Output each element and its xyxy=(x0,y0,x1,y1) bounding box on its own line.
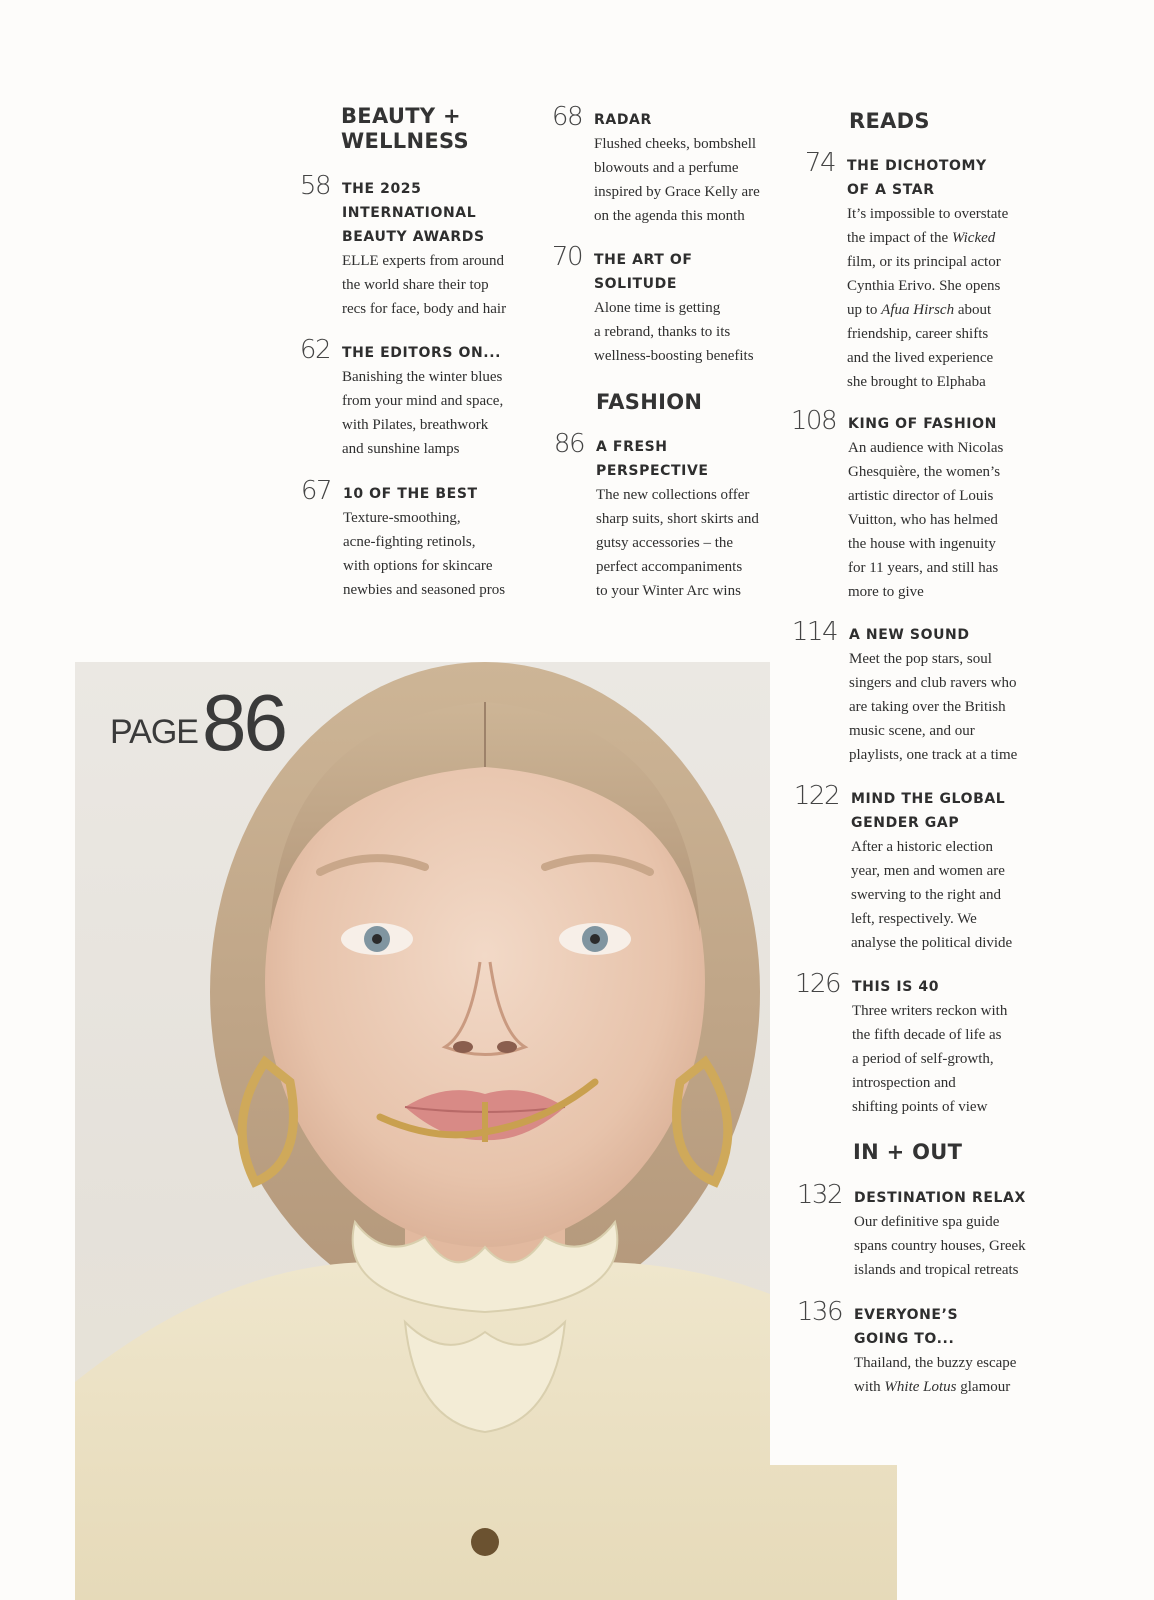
entry-title-line: DESTINATION RELAX xyxy=(854,1190,1026,1206)
entry-description xyxy=(342,249,542,321)
entry-desc-line: The new collections offer xyxy=(596,487,750,503)
entry-desc-line: Our definitive spa guide xyxy=(854,1214,1000,1230)
entry-title-line: A FRESH xyxy=(596,439,668,455)
entry-description xyxy=(851,835,1051,955)
page-label-number: 86 xyxy=(201,678,285,767)
toc-entry-70[interactable] xyxy=(551,242,794,368)
entry-desc-line: swerving to the right and xyxy=(851,887,1001,903)
entry-description xyxy=(596,483,796,603)
section-heading-in-out: IN + OUT xyxy=(853,1140,963,1164)
entry-title xyxy=(852,975,1052,999)
toc-entry-122[interactable] xyxy=(793,781,1051,955)
entry-desc-line: Flushed cheeks, bombshell xyxy=(594,136,757,152)
entry-title-line: MIND THE GLOBAL xyxy=(851,791,1006,807)
entry-desc-line: left, respectively. We xyxy=(851,911,977,927)
entry-title-line: INTERNATIONAL xyxy=(342,205,477,221)
entry-desc-line: It’s impossible to overstate xyxy=(847,206,1009,222)
entry-desc-line: gutsy accessories – the xyxy=(596,535,734,551)
entry-desc-line: blowouts and a perfume xyxy=(594,160,739,176)
entry-description xyxy=(849,647,1049,767)
entry-title-line: THE 2025 xyxy=(342,181,422,197)
entry-desc-line: Alone time is getting xyxy=(594,300,721,316)
entry-desc-line: singers and club ravers who xyxy=(849,675,1017,691)
section-heading-beauty-wellness xyxy=(341,104,469,154)
entry-title-line: PERSPECTIVE xyxy=(596,463,709,479)
entry-title-line: BEAUTY AWARDS xyxy=(342,229,485,245)
entry-title xyxy=(849,623,1049,647)
entry-desc-line: Vuitton, who has helmed xyxy=(848,512,998,528)
entry-desc-line: Cynthia Erivo. She opens xyxy=(847,278,1001,294)
entry-page-number: 86 xyxy=(553,429,584,459)
entry-desc-line: inspired by Grace Kelly are xyxy=(594,184,760,200)
entry-desc-line xyxy=(847,298,1047,322)
entry-page-number: 122 xyxy=(793,781,839,811)
section-heading-line: WELLNESS xyxy=(341,129,469,153)
entry-title-line: RADAR xyxy=(594,112,652,128)
entry-desc-line: she brought to Elphaba xyxy=(847,374,986,390)
toc-entry-132[interactable] xyxy=(796,1180,1054,1282)
toc-entry-108[interactable] xyxy=(790,406,1048,604)
toc-entry-114[interactable] xyxy=(791,617,1049,767)
entry-title-line: THE ART OF xyxy=(594,252,693,268)
entry-desc-text: up to xyxy=(847,302,882,318)
entry-title xyxy=(596,435,796,483)
entry-title xyxy=(848,412,1048,436)
entry-desc-line: a period of self-growth, xyxy=(852,1051,994,1067)
entry-desc-line: music scene, and our xyxy=(849,723,975,739)
entry-page-number: 70 xyxy=(551,242,582,272)
entry-page-number: 74 xyxy=(804,148,835,178)
entry-desc-line: islands and tropical retreats xyxy=(854,1262,1019,1278)
entry-desc-line: artistic director of Louis xyxy=(848,488,994,504)
entry-title xyxy=(851,787,1051,835)
entry-desc-text: glamour xyxy=(956,1379,1011,1395)
entry-title-line: A NEW SOUND xyxy=(849,627,970,643)
entry-description xyxy=(343,506,543,602)
entry-desc-line: with options for skincare xyxy=(343,558,493,574)
entry-desc-line: and sunshine lamps xyxy=(342,441,460,457)
entry-desc-line: recs for face, body and hair xyxy=(342,301,507,317)
entry-desc-line: analyse the political divide xyxy=(851,935,1013,951)
entry-desc-line: to your Winter Arc wins xyxy=(596,583,741,599)
entry-desc-line: Banishing the winter blues xyxy=(342,369,503,385)
entry-desc-line: newbies and seasoned pros xyxy=(343,582,506,598)
entry-title-line: 10 OF THE BEST xyxy=(343,486,478,502)
entry-desc-line: introspection and xyxy=(852,1075,956,1091)
entry-title xyxy=(342,341,542,365)
entry-title-line: THE DICHOTOMY xyxy=(847,158,987,174)
entry-desc-line xyxy=(847,226,1047,250)
entry-title-line: THIS IS 40 xyxy=(852,979,940,995)
entry-desc-line: playlists, one track at a time xyxy=(849,747,1018,763)
entry-title xyxy=(343,482,543,506)
entry-desc-line: An audience with Nicolas xyxy=(848,440,1004,456)
entry-desc-line: the fifth decade of life as xyxy=(852,1027,1002,1043)
entry-description xyxy=(594,296,794,368)
entry-title xyxy=(847,154,1047,202)
entry-desc-text: about xyxy=(954,302,992,318)
entry-desc-line: from your mind and space, xyxy=(342,393,504,409)
toc-entry-136[interactable] xyxy=(796,1297,1054,1399)
entry-desc-line: a rebrand, thanks to its xyxy=(594,324,731,340)
entry-desc-line: the house with ingenuity xyxy=(848,536,996,552)
entry-desc-line: for 11 years, and still has xyxy=(848,560,999,576)
entry-desc-line: on the agenda this month xyxy=(594,208,745,224)
toc-entry-126[interactable] xyxy=(794,969,1052,1119)
entry-desc-line: more to give xyxy=(848,584,924,600)
entry-description xyxy=(852,999,1052,1119)
page-reference-label xyxy=(110,678,285,767)
entry-title xyxy=(594,248,794,296)
entry-title-line: GOING TO... xyxy=(854,1331,955,1347)
entry-desc-line xyxy=(854,1375,1054,1399)
entry-description xyxy=(342,365,542,461)
entry-title xyxy=(594,108,794,132)
entry-desc-text: the impact of the xyxy=(847,230,952,246)
toc-entry-58[interactable] xyxy=(299,171,542,321)
entry-desc-italic: Afua Hirsch xyxy=(881,302,955,318)
entry-description xyxy=(594,132,794,228)
entry-desc-line: film, or its principal actor xyxy=(847,254,1001,270)
entry-desc-line: Thailand, the buzzy escape xyxy=(854,1355,1017,1371)
entry-desc-line: with Pilates, breathwork xyxy=(342,417,489,433)
entry-desc-line: ELLE experts from around xyxy=(342,253,505,269)
entry-title-line: KING OF FASHION xyxy=(848,416,997,432)
entry-page-number: 132 xyxy=(796,1180,842,1210)
entry-desc-text: with xyxy=(854,1379,885,1395)
entry-desc-line: Meet the pop stars, soul xyxy=(849,651,992,667)
entry-title-line: EVERYONE’S xyxy=(854,1307,959,1323)
entry-title xyxy=(854,1303,1054,1351)
section-heading-fashion: FASHION xyxy=(596,390,703,414)
entry-desc-line: Three writers reckon with xyxy=(852,1003,1008,1019)
entry-page-number: 68 xyxy=(551,102,582,132)
entry-desc-line: are taking over the British xyxy=(849,699,1006,715)
entry-desc-line: the world share their top xyxy=(342,277,489,293)
entry-desc-line: shifting points of view xyxy=(852,1099,988,1115)
entry-desc-line: Ghesquière, the women’s xyxy=(848,464,1001,480)
section-heading-line: BEAUTY + xyxy=(341,104,461,128)
entry-title xyxy=(854,1186,1054,1210)
entry-description xyxy=(854,1351,1054,1399)
entry-title-line: THE EDITORS ON... xyxy=(342,345,502,361)
entry-title-line: GENDER GAP xyxy=(851,815,960,831)
entry-page-number: 58 xyxy=(299,171,330,201)
entry-desc-line: After a historic election xyxy=(851,839,994,855)
entry-page-number: 136 xyxy=(796,1297,842,1327)
entry-page-number: 67 xyxy=(300,476,331,506)
toc-entry-67[interactable] xyxy=(300,476,543,602)
toc-entry-86[interactable] xyxy=(553,429,796,603)
entry-page-number: 108 xyxy=(790,406,836,436)
entry-desc-italic: White Lotus xyxy=(884,1379,957,1395)
entry-desc-line: wellness-boosting benefits xyxy=(594,348,754,364)
entry-desc-line: friendship, career shifts xyxy=(847,326,989,342)
entry-desc-line: perfect accompaniments xyxy=(596,559,743,575)
entry-desc-line: and the lived experience xyxy=(847,350,994,366)
entry-desc-line: spans country houses, Greek xyxy=(854,1238,1026,1254)
entry-description xyxy=(854,1210,1054,1282)
entry-title-line: SOLITUDE xyxy=(594,276,678,292)
toc-entry-74[interactable] xyxy=(804,148,1047,394)
entry-description xyxy=(848,436,1048,604)
entry-desc-line: acne-fighting retinols, xyxy=(343,534,476,550)
entry-page-number: 62 xyxy=(299,335,330,365)
entry-title-line: OF A STAR xyxy=(847,182,935,198)
entry-desc-line: year, men and women are xyxy=(851,863,1005,879)
entry-desc-line: sharp suits, short skirts and xyxy=(596,511,759,527)
entry-page-number: 126 xyxy=(794,969,840,999)
entry-page-number: 114 xyxy=(791,617,837,647)
entry-title xyxy=(342,177,542,249)
toc-entry-62[interactable] xyxy=(299,335,542,461)
toc-entry-68[interactable] xyxy=(551,102,794,228)
entry-desc-italic: Wicked xyxy=(951,230,996,246)
entry-description xyxy=(847,202,1047,394)
page-label-word: PAGE xyxy=(110,713,198,751)
section-heading-reads: READS xyxy=(849,109,930,133)
entry-desc-line: Texture-smoothing, xyxy=(343,510,461,526)
